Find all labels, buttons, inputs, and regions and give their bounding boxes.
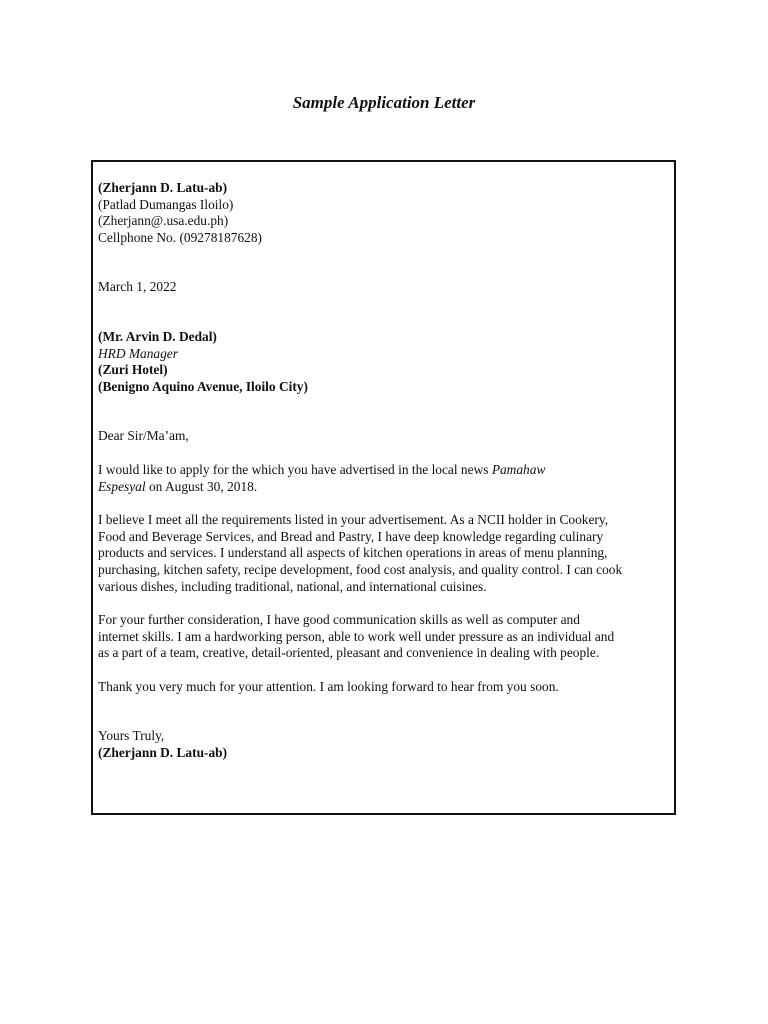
intro-text-2: on August 30, 2018. xyxy=(145,478,258,494)
paragraph-line: Food and Beverage Services, and Bread and Pastry, I have deep knowledge regarding culinary xyxy=(98,528,604,544)
sender-address: (Patlad Dumangas Iloilo) xyxy=(98,196,234,212)
intro-news-name-2: Espesyal xyxy=(98,478,146,494)
signature-name: (Zherjann D. Latu-ab) xyxy=(98,745,228,761)
page-title: Sample Application Letter xyxy=(292,93,476,112)
paragraph-line: various dishes, including traditional, national, and international cuisines. xyxy=(98,578,487,594)
recipient-address: (Benigno Aquino Avenue, Iloilo City) xyxy=(98,378,308,394)
paragraph-line: I believe I meet all the requirements listed in your advertisement. As a NCII holder in Cookery, xyxy=(98,512,609,528)
sender-block xyxy=(98,180,668,246)
recipient-company: (Zuri Hotel) xyxy=(98,362,168,378)
paragraph-skills xyxy=(98,612,668,662)
salutation: Dear Sir/Ma’am, xyxy=(98,428,189,444)
sender-name: (Zherjann D. Latu-ab) xyxy=(98,180,228,195)
paragraph-thanks: Thank you very much for your attention. I am looking forward to hear from you soon. xyxy=(98,678,559,694)
letter-box xyxy=(91,160,676,815)
paragraph-line: products and services. I understand all aspects of kitchen operations in areas of menu planning, xyxy=(98,545,608,561)
closing: Yours Truly, xyxy=(98,728,165,744)
paragraph-line: as a part of a team, creative, detail-oriented, pleasant and convenience in dealing with people. xyxy=(98,645,600,661)
paragraph-line: internet skills. I am a hardworking person, able to work well under pressure as an individual and xyxy=(98,628,615,644)
recipient-position: HRD Manager xyxy=(98,345,178,361)
paragraph-line: purchasing, kitchen safety, recipe development, food cost analysis, and quality control. I can cook xyxy=(98,561,623,577)
letter-date: March 1, 2022 xyxy=(98,279,177,295)
paragraph-intro xyxy=(98,462,668,495)
sender-email: (Zherjann@.usa.edu.ph) xyxy=(98,213,229,229)
paragraph-line: For your further consideration, I have good communication skills as well as computer and xyxy=(98,612,580,628)
recipient-block xyxy=(98,329,668,395)
intro-text-1: I would like to apply for the which you have advertised in the local news xyxy=(98,461,492,477)
letter-content xyxy=(98,180,668,762)
recipient-name: (Mr. Arvin D. Dedal) xyxy=(98,328,217,344)
paragraph-qualifications xyxy=(98,512,668,595)
sender-phone: Cellphone No. (09278187628) xyxy=(98,229,263,245)
intro-news-name-1: Pamahaw xyxy=(491,461,546,477)
